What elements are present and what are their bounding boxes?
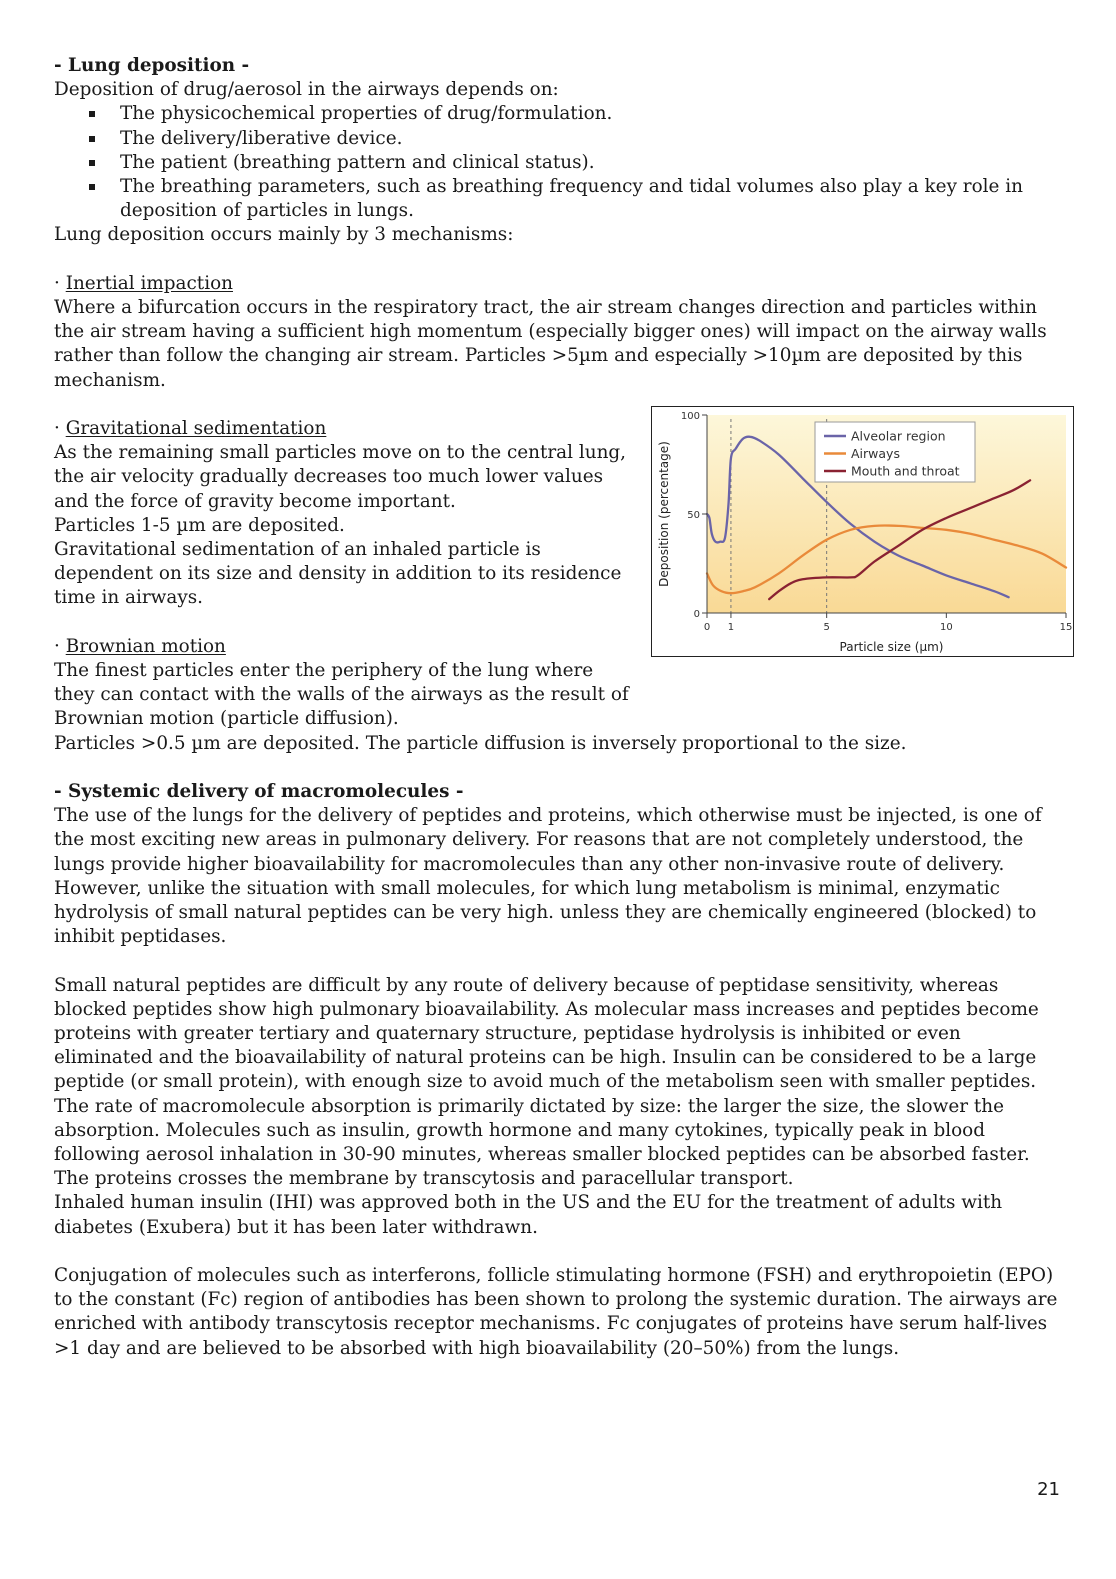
x-tick-label: 0 xyxy=(703,622,711,633)
x-axis-label: Particle size (µm) xyxy=(839,640,944,654)
lung-intro: Deposition of drug/aerosol in the airways depends on: xyxy=(54,79,559,101)
brownian-text-1: The finest particles enter the periphery of the lung where they can contact with the walls of the airways as the result of Brownian motion (particle diffusion). xyxy=(54,660,629,730)
mechanisms-intro: Lung deposition occurs mainly by 3 mechanisms: xyxy=(54,224,514,246)
dot-marker: · xyxy=(54,272,66,294)
heading-systemic-delivery: - Systemic delivery of macromolecules - xyxy=(54,781,464,803)
factor-item: The delivery/liberative device. xyxy=(120,127,1064,151)
deposition-chart xyxy=(652,407,1072,655)
inertial-title-text: Inertial impaction xyxy=(65,272,233,294)
brownian-title-text: Brownian motion xyxy=(65,635,226,657)
brownian-text-2: Particles >0.5 µm are deposited. The particle diffusion is inversely proportional to the size. xyxy=(54,732,907,754)
factor-item: The physicochemical properties of drug/formulation. xyxy=(120,102,1064,126)
factor-item: The breathing parameters, such as breathing frequency and tidal volumes also play a key role in deposition of particles in lungs. xyxy=(120,175,1064,223)
y-tick-label: 50 xyxy=(687,510,700,521)
gravitational-title-text: Gravitational sedimentation xyxy=(65,418,327,440)
systemic-paragraph-1: The use of the lungs for the delivery of peptides and proteins, which otherwise must be injected, is one of the most exciting new areas in pulmonary delivery. For reasons that are not completely understood, the lungs provide higher bioavailability for macromolecules than any other non-invasive route of delivery. However, unlike the situation with small molecules, for which lung metabolism is minimal, enzymatic hydrolysis of small natural peptides can be very high. unless they are chemically engineered (blocked) to inhibit peptidases. xyxy=(54,805,1042,948)
factor-item: The patient (breathing pattern and clinical status). xyxy=(120,151,1064,175)
gravitational-text-2: Particles 1-5 µm are deposited. xyxy=(54,514,345,536)
heading-lung-deposition: - Lung deposition - xyxy=(54,55,250,76)
page-number: 21 xyxy=(1037,1479,1060,1500)
page-content xyxy=(54,54,1064,1361)
factor-list xyxy=(54,102,1064,223)
systemic-paragraph-2: Small natural peptides are difficult by any route of delivery because of peptidase sensitivity, whereas blocked peptides show high pulmonary bioavailability. As molecular mass increases and peptides become proteins with greater tertiary and quaternary structure, peptidase hydrolysis is inhibited or even eliminated and the bioavailability of natural proteins can be high. Insulin can be considered to be a large peptide (or small protein), with enough size to avoid much of the metabolism seen with smaller peptides. xyxy=(54,974,1039,1093)
deposition-chart-figure xyxy=(651,406,1074,657)
x-tick-label: 15 xyxy=(1059,622,1072,633)
x-tick-label: 5 xyxy=(823,622,830,633)
dot-marker: · xyxy=(54,418,66,440)
gravitational-text-1: As the remaining small particles move on to the central lung, the air velocity gradually decreases too much lower values and the force of gravity become important. xyxy=(54,442,627,512)
systemic-paragraph-4: Inhaled human insulin (IHI) was approved both in the US and the EU for the treatment of adults with diabetes (Exubera) but it has been later withdrawn. xyxy=(54,1192,1003,1238)
x-tick-label: 1 xyxy=(727,622,735,633)
legend-label: Alveolar region xyxy=(851,428,946,444)
y-axis-label: Deposition (percentage) xyxy=(657,441,671,587)
inertial-text: Where a bifurcation occurs in the respiratory tract, the air stream changes direction and particles within the air stream having a sufficient high momentum (especially bigger ones) will impact on the airway walls rather than follow the changing air stream. Particles >5µm and especially >10µm are deposited by this mechanism. xyxy=(54,297,1047,391)
y-tick-label: 100 xyxy=(680,411,700,422)
y-tick-label: 0 xyxy=(693,609,700,620)
legend-label: Airways xyxy=(851,446,900,461)
systemic-paragraph-3: The rate of macromolecule absorption is primarily dictated by size: the larger the size, the slower the absorption. Molecules such as insulin, growth hormone and many cytokines, typically peak in blood following aerosol inhalation in 30-90 minutes, whereas smaller blocked peptides can be absorbed faster. The proteins crosses the membrane by transcytosis and paracellular transport. xyxy=(54,1095,1030,1190)
x-tick-label: 10 xyxy=(939,622,953,633)
gravitational-text-3: Gravitational sedimentation of an inhaled particle is dependent on its size and density in addition to its residence time in airways. xyxy=(54,539,622,609)
systemic-paragraph-5: Conjugation of molecules such as interferons, follicle stimulating hormone (FSH) and erythropoietin (EPO) to the constant (Fc) region of antibodies has been shown to prolong the systemic duration. The airways are enriched with antibody transcytosis receptor mechanisms. Fc conjugates of proteins have serum half-lives >1 day and are believed to be absorbed with high bioavailability (20–50%) from the lungs. xyxy=(54,1265,1058,1359)
legend-label: Mouth and throat xyxy=(851,463,960,479)
inertial-title xyxy=(54,272,1064,296)
dot-marker: · xyxy=(54,635,66,657)
